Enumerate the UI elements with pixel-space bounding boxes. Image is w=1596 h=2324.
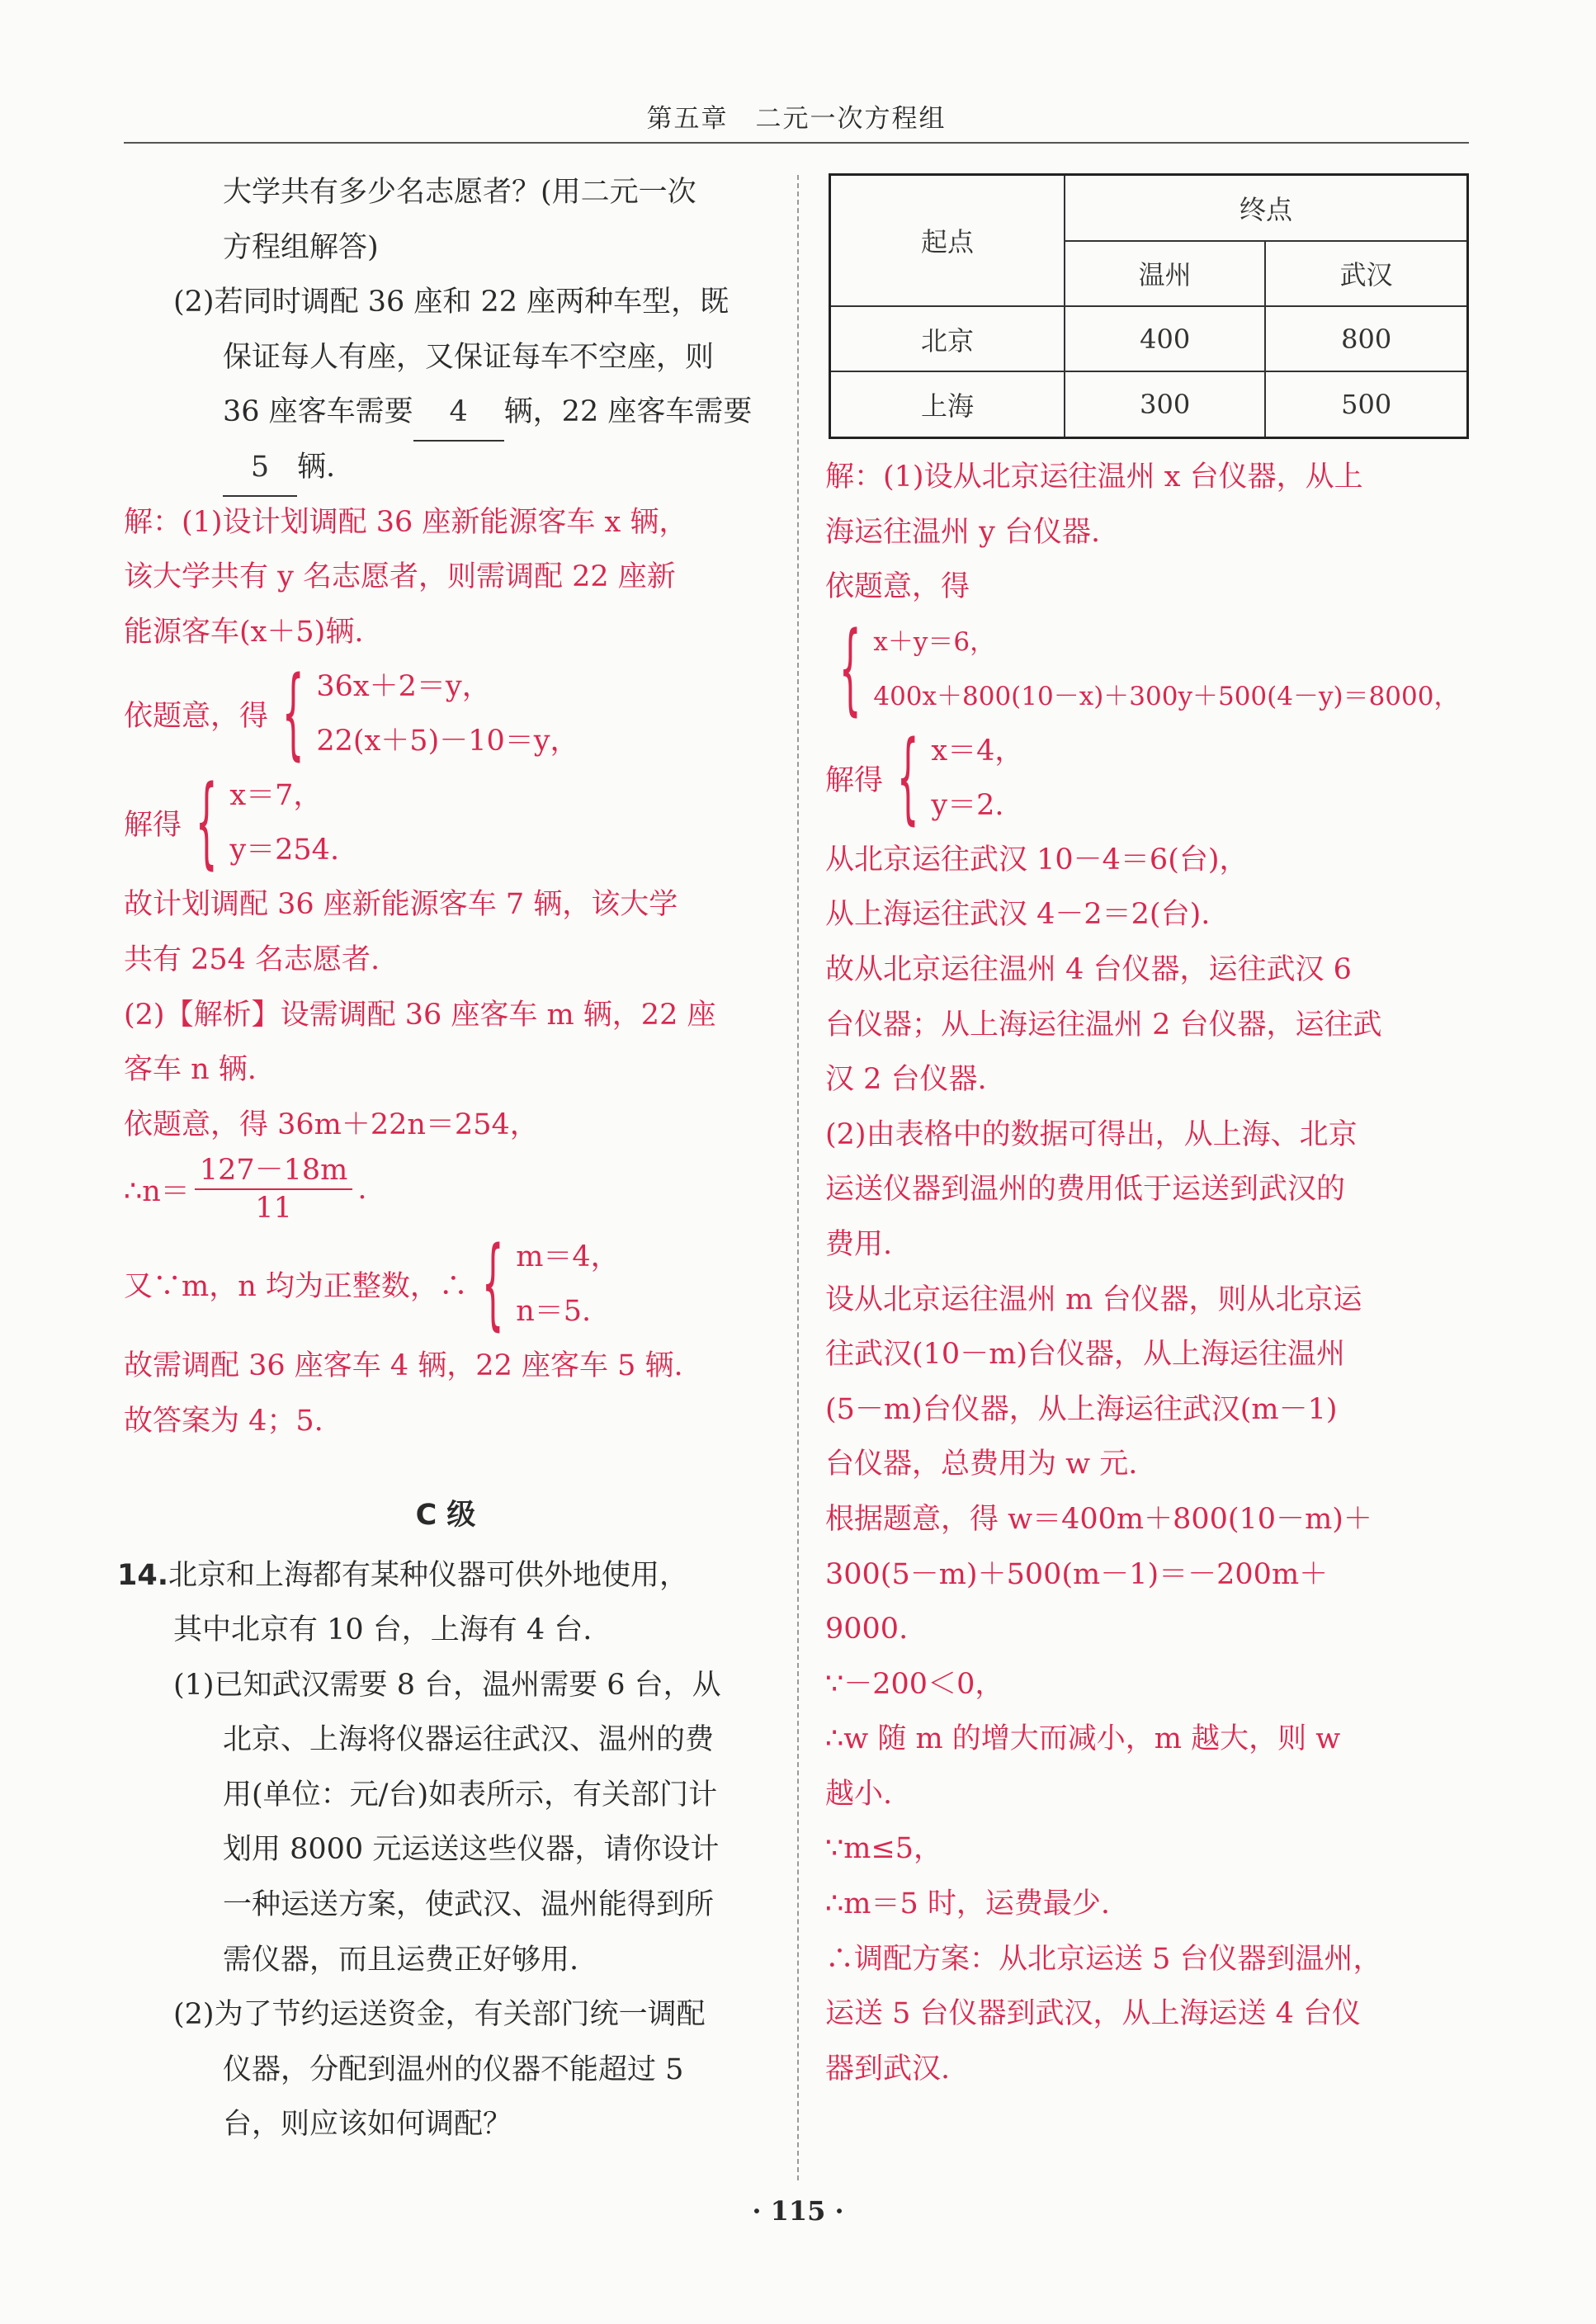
- brace-icon: {: [481, 1226, 504, 1342]
- question-text: 方程组解答): [223, 230, 379, 264]
- question-14-1-text: 一种运送方案，使武汉、温州能得到所: [223, 1888, 715, 1922]
- solution-line: 海运往温州 y 台仪器.: [825, 515, 1101, 549]
- table-header-origin: 起点: [830, 175, 1065, 306]
- question-14-1-text: (1)已知武汉需要 8 台，温州需要 6 台，从: [173, 1668, 721, 1702]
- solution-line: 解：(1)设从北京运往温州 x 台仪器，从上: [825, 461, 1363, 494]
- table-cell: 800: [1265, 306, 1467, 371]
- question-14-text: 北京和上海都有某种仪器可供外地使用，: [168, 1558, 689, 1592]
- solution-line: 9000.: [825, 1613, 909, 1646]
- brace-icon: {: [281, 656, 305, 772]
- solution-line: 故从北京运往温州 4 台仪器，运往武汉 6: [825, 952, 1352, 986]
- fraction: [195, 1152, 353, 1226]
- solution-line: 故计划调配 36 座新能源客车 7 辆，该大学: [124, 888, 678, 922]
- solution-line: (2)由表格中的数据可得出，从上海、北京: [825, 1117, 1358, 1151]
- solution-line: 台仪器，总费用为 w 元.: [825, 1448, 1138, 1481]
- question-14-1-text: 划用 8000 元运送这些仪器，请你设计: [223, 1833, 720, 1867]
- brace-icon: {: [195, 765, 218, 881]
- question-2-text: 辆.: [297, 450, 336, 484]
- question-2-text: 保证每人有座，又保证每车不空座，则: [223, 340, 715, 374]
- solution-line: 故需调配 36 座客车 4 辆，22 座客车 5 辆.: [124, 1349, 683, 1383]
- system-label: 又∵m，n 均为正整数，∴: [124, 1270, 468, 1304]
- page-number: · 115 ·: [752, 2195, 844, 2227]
- solution-line: 从上海运往武汉 4－2＝2(台).: [825, 898, 1211, 932]
- question-14-2-text: 仪器，分配到温州的仪器不能超过 5: [223, 2052, 684, 2086]
- solution-line: 解：(1)设计划调配 36 座新能源客车 x 辆，: [124, 505, 688, 539]
- table-cell-origin: 上海: [830, 371, 1065, 437]
- fraction-suffix: .: [357, 1173, 367, 1207]
- solution-line: 台仪器；从上海运往温州 2 台仪器，运往武: [825, 1008, 1382, 1042]
- table-header-wenzhou: 温州: [1065, 241, 1265, 306]
- table-cell: 500: [1265, 371, 1467, 437]
- right-column: [825, 450, 1477, 2096]
- equation: 22(x＋5)－10＝y，: [316, 725, 579, 758]
- table-header-wuhan: 武汉: [1265, 241, 1467, 306]
- solution-line: ∴m＝5 时，运费最少.: [825, 1887, 1110, 1921]
- solution-line: 越小.: [825, 1777, 893, 1811]
- solution-line: ∴w 随 m 的增大而减小，m 越大，则 w: [825, 1722, 1341, 1756]
- equation-system-2: [825, 720, 1477, 835]
- fraction-line: [124, 1152, 767, 1226]
- equation-system-1: [825, 611, 1477, 726]
- equation: y＝2.: [931, 788, 1004, 822]
- solution-line: 故答案为 4；5.: [124, 1404, 323, 1438]
- question-14: [117, 1548, 767, 1604]
- solution-line: 共有 254 名志愿者.: [124, 942, 380, 976]
- brace-icon: {: [838, 611, 862, 726]
- system-label: 解得: [124, 809, 182, 843]
- question-2-text: (2)若同时调配 36 座和 22 座两种车型，既: [173, 286, 730, 319]
- solution-line: ∴调配方案：从北京运送 5 台仪器到温州，: [825, 1942, 1382, 1976]
- solution-line: 依题意，得: [825, 570, 970, 604]
- solution-line: 设从北京运往温州 m 台仪器，则从北京运: [825, 1282, 1362, 1316]
- solution-line: 运送仪器到温州的费用低于运送到武汉的: [825, 1173, 1346, 1207]
- solution-line: 费用.: [825, 1227, 893, 1261]
- table-cell-origin: 北京: [830, 306, 1065, 371]
- system-label: 依题意，得: [124, 700, 269, 734]
- equation-system-1: [124, 656, 767, 772]
- fraction-denominator: 11: [255, 1192, 292, 1226]
- solution-line: 300(5－m)＋500(m－1)＝－200m＋: [825, 1557, 1329, 1591]
- solution-line: 汉 2 台仪器.: [825, 1063, 987, 1097]
- solution-line: (2)【解析】设需调配 36 座客车 m 辆，22 座: [124, 998, 716, 1032]
- table-cell: 400: [1065, 306, 1265, 371]
- cost-table: [829, 173, 1469, 439]
- question-2-text: 辆，22 座客车需要: [503, 395, 753, 429]
- equation: x＝4，: [931, 734, 1024, 768]
- question-2-text: [124, 385, 767, 440]
- question-text: 大学共有多少名志愿者？(用二元一次: [223, 176, 696, 209]
- column-divider: [797, 175, 799, 2180]
- equation: n＝5.: [516, 1295, 592, 1329]
- solution-line: 依题意，得 36m＋22n＝254，: [124, 1108, 539, 1141]
- chapter-header: 第五章 二元一次方程组: [646, 104, 947, 134]
- brace-icon: {: [896, 720, 919, 835]
- system-label: 解得: [825, 763, 884, 797]
- equation: y＝254.: [229, 834, 340, 867]
- solution-line: ∵m≤5，: [825, 1832, 943, 1866]
- solution-line: 该大学共有 y 名志愿者，则需调配 22 座新: [124, 560, 676, 594]
- question-2-text: 36 座客车需要: [223, 395, 413, 429]
- solution-line: 从北京运往武汉 10－4＝6(台)，: [825, 843, 1249, 876]
- equation-system-2: [124, 765, 767, 881]
- equation: x＝7，: [229, 779, 323, 813]
- table-row: [830, 306, 1468, 371]
- question-14-1-text: 北京、上海将仪器运往武汉、温州的费: [223, 1723, 715, 1757]
- left-column: [117, 165, 767, 2152]
- question-14-2-text: (2)为了节约运送资金，有关部门统一调配: [173, 1998, 706, 2032]
- solution-line: 能源客车(x＋5)辆.: [124, 615, 364, 649]
- equation: m＝4，: [516, 1240, 620, 1274]
- equation-system-3: [124, 1226, 767, 1342]
- equation: 400x＋800(10－x)＋300y＋500(4－y)＝8000，: [873, 681, 1460, 711]
- header-rule: [124, 142, 1469, 144]
- solution-line: (5－m)台仪器，从上海运往武汉(m－1): [825, 1392, 1338, 1426]
- table-cell: 300: [1065, 371, 1265, 437]
- table-header-destination: 终点: [1065, 175, 1468, 241]
- solution-line: 根据题意，得 w＝400m＋800(10－m)＋: [825, 1502, 1372, 1536]
- question-14-1-text: 用(单位：元/台)如表所示，有关部门计: [223, 1778, 718, 1811]
- solution-line: 器到武汉.: [825, 2052, 951, 2085]
- table-row: [830, 371, 1468, 437]
- equation: 36x＋2＝y，: [316, 670, 491, 704]
- solution-line: 客车 n 辆.: [124, 1053, 257, 1087]
- solution-line: ∵－200＜0，: [825, 1667, 1004, 1701]
- fraction-numerator: 127－18m: [195, 1152, 353, 1190]
- answer-blank-36: 4: [413, 385, 504, 442]
- solution-line: 运送 5 台仪器到武汉，从上海运送 4 台仪: [825, 1997, 1362, 2031]
- level-heading: C 级: [415, 1498, 476, 1532]
- answer-blank-22: 5: [223, 440, 297, 497]
- question-14-2-text: 台，则应该如何调配？: [223, 2108, 512, 2142]
- question-14-text: 其中北京有 10 台，上海有 4 台.: [173, 1613, 593, 1647]
- question-number: 14.: [117, 1558, 169, 1592]
- equation: x＋y＝6，: [873, 626, 996, 657]
- fraction-prefix: ∴n＝: [124, 1175, 190, 1209]
- question-2-text: [124, 440, 767, 495]
- question-14-1-text: 需仪器，而且运费正好够用.: [223, 1943, 579, 1977]
- solution-line: 往武汉(10－m)台仪器，从上海运往温州: [825, 1338, 1346, 1372]
